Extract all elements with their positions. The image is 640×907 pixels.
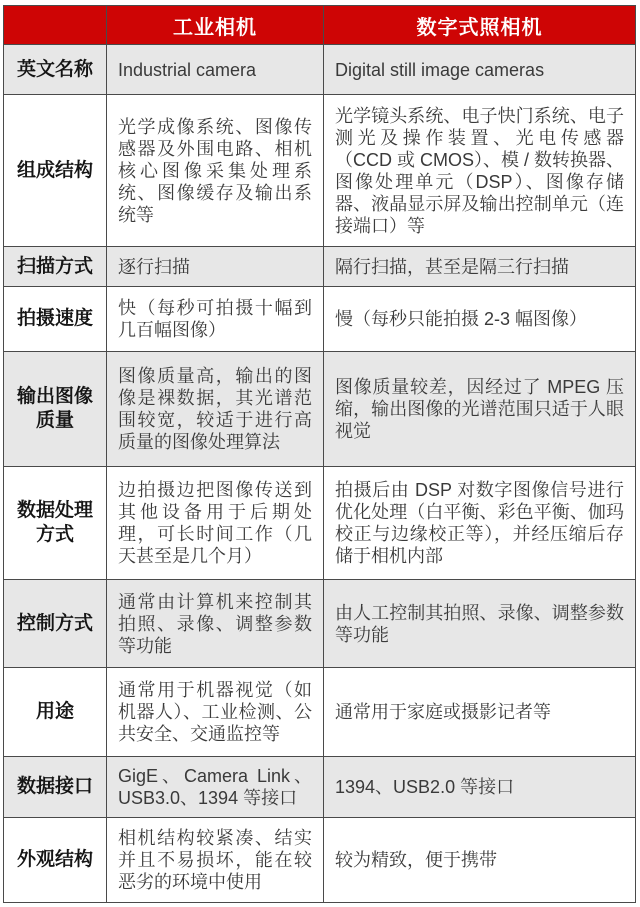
row-scan-mode (4, 247, 636, 287)
industrial-cell: 相机结构较紧凑、结实并且不易损坏，能在较恶劣的环境中使用 (107, 818, 324, 903)
header-industrial-camera: 工业相机 (107, 6, 324, 45)
industrial-cell: 通常用于机器视觉（如机器人）、工业检测、公共安全、交通监控等 (107, 668, 324, 757)
row-label: 组成结构 (4, 95, 107, 247)
row-appearance-structure (4, 818, 636, 903)
digital-cell: 1394、USB2.0 等接口 (324, 757, 636, 818)
row-control-mode (4, 580, 636, 668)
row-label: 输出图像质量 (4, 352, 107, 467)
header-empty-cell (4, 6, 107, 45)
row-composition (4, 95, 636, 247)
row-label: 数据处理方式 (4, 467, 107, 580)
industrial-cell: 边拍摄边把图像传送到其他设备用于后期处理，可长时间工作（几天甚至是几个月） (107, 467, 324, 580)
digital-cell: 隔行扫描，甚至是隔三行扫描 (324, 247, 636, 287)
digital-cell: 光学镜头系统、电子快门系统、电子测光及操作装置、光电传感器（CCD 或 CMOS）、模 / 数转换器、图像处理单元（DSP）、图像存储器、液晶显示屏及输出控制单元（连接端口）等 (324, 95, 636, 247)
digital-cell: Digital still image cameras (324, 45, 636, 95)
row-shooting-speed (4, 287, 636, 352)
industrial-cell: Industrial camera (107, 45, 324, 95)
industrial-cell: 通常由计算机来控制其拍照、录像、调整参数等功能 (107, 580, 324, 668)
row-label: 扫描方式 (4, 247, 107, 287)
row-data-interface (4, 757, 636, 818)
row-english-name (4, 45, 636, 95)
digital-cell: 图像质量较差，因经过了 MPEG 压缩，输出图像的光谱范围只适于人眼视觉 (324, 352, 636, 467)
row-label: 控制方式 (4, 580, 107, 668)
digital-cell: 慢（每秒只能拍摄 2-3 幅图像） (324, 287, 636, 352)
row-label: 英文名称 (4, 45, 107, 95)
header-digital-camera: 数字式照相机 (324, 6, 636, 45)
row-data-processing (4, 467, 636, 580)
industrial-cell: GigE、Camera Link、USB3.0、1394 等接口 (107, 757, 324, 818)
header-row (4, 6, 636, 45)
industrial-cell: 图像质量高，输出的图像是裸数据，其光谱范围较宽，较适于进行高质量的图像处理算法 (107, 352, 324, 467)
row-label: 拍摄速度 (4, 287, 107, 352)
digital-cell: 通常用于家庭或摄影记者等 (324, 668, 636, 757)
digital-cell: 由人工控制其拍照、录像、调整参数等功能 (324, 580, 636, 668)
row-usage (4, 668, 636, 757)
row-output-image-quality (4, 352, 636, 467)
industrial-cell: 快（每秒可拍摄十幅到几百幅图像） (107, 287, 324, 352)
row-label: 数据接口 (4, 757, 107, 818)
digital-cell: 拍摄后由 DSP 对数字图像信号进行优化处理（白平衡、彩色平衡、伽玛校正与边缘校正等），并经压缩后存储于相机内部 (324, 467, 636, 580)
row-label: 外观结构 (4, 818, 107, 903)
row-label: 用途 (4, 668, 107, 757)
industrial-cell: 逐行扫描 (107, 247, 324, 287)
industrial-cell: 光学成像系统、图像传感器及外围电路、相机核心图像采集处理系统、图像缓存及输出系统等 (107, 95, 324, 247)
camera-comparison-table (3, 5, 636, 903)
digital-cell: 较为精致，便于携带 (324, 818, 636, 903)
